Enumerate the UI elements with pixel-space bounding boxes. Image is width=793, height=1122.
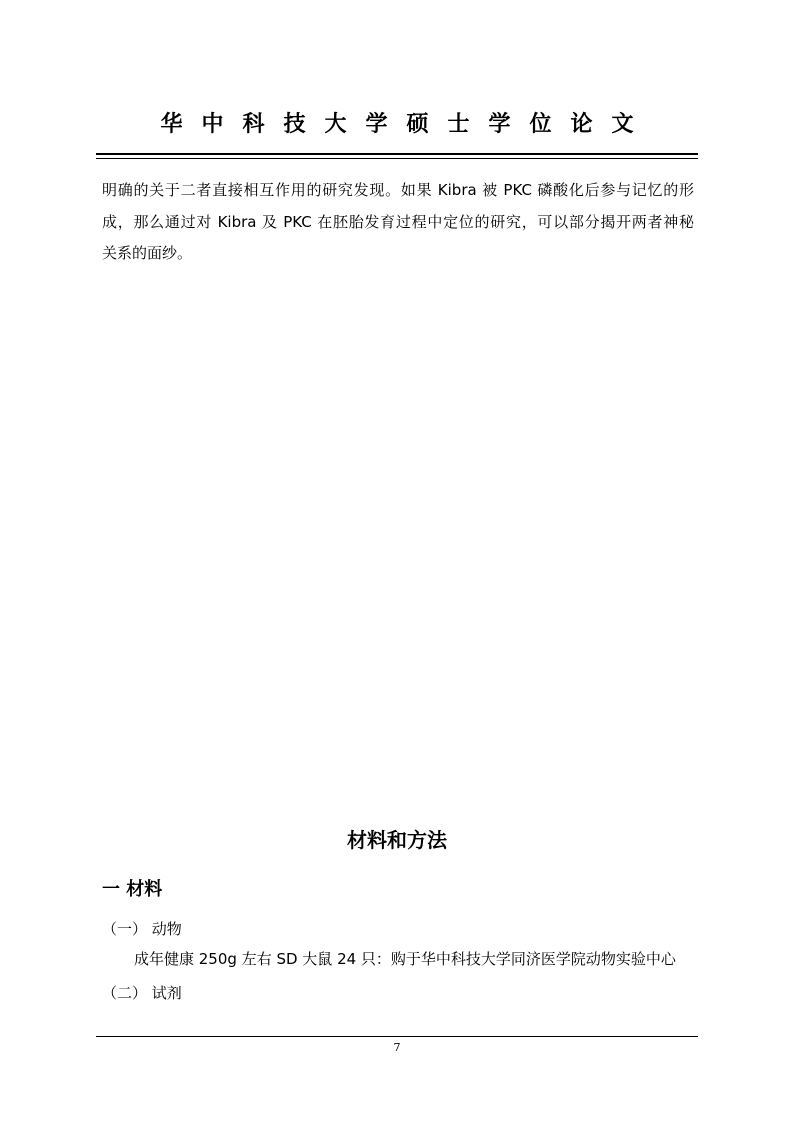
running-header-title: 华中科技大学硕士学位论文 xyxy=(160,112,653,137)
header-rule-thin xyxy=(96,158,698,159)
subheading-reagents: （二） 试剂 xyxy=(102,984,182,1002)
animals-text: 成年健康 250g 左右 SD 大鼠 24 只：购于华中科技大学同济医学院动物实验中心 xyxy=(134,950,676,968)
page-number: 7 xyxy=(393,1041,401,1054)
subheading-animals: （一） 动物 xyxy=(102,920,182,938)
header-rule-thick xyxy=(96,153,698,155)
paragraph-line-1: 明确的关于二者直接相互作用的研究发现。如果 Kibra 被 PKC 磷酸化后参与记忆的形 xyxy=(102,181,694,199)
paragraph-line-3: 关系的面纱。 xyxy=(102,244,193,262)
section-title: 材料和方法 xyxy=(347,828,447,852)
paragraph-line-2: 成，那么通过对 Kibra 及 PKC 在胚胎发育过程中定位的研究，可以部分揭开两者神秘 xyxy=(102,213,694,231)
heading-materials: 一 材料 xyxy=(102,879,163,900)
footer-rule xyxy=(96,1036,698,1037)
